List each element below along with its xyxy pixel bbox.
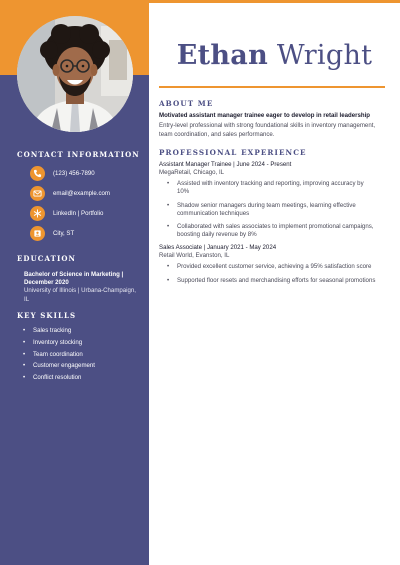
- skill-item: • Team coordination: [17, 349, 142, 361]
- contact-heading: CONTACT INFORMATION: [17, 150, 140, 159]
- job-bullet-line: • Provided excellent customer service, achieving a 95% satisfaction score: [177, 263, 372, 271]
- job-bullet: [159, 263, 391, 271]
- name-underline: [159, 86, 385, 88]
- job-bullet-line: communication techniques: [177, 209, 250, 217]
- job-bullet-line: boosting daily revenue by 8%: [177, 231, 257, 239]
- job-employer: Retail World, Evanston, IL: [159, 252, 230, 260]
- job-bullet-line: • Supported floor resets and merchandising efforts for seasonal promotions: [177, 276, 376, 284]
- skills-section: [17, 311, 142, 384]
- about-summary-line: Entry-level professional with strong foundational skills in inventory management,: [159, 122, 376, 129]
- contact-phone: [17, 166, 142, 181]
- job-bullet-line: • Collaborated with sales associates to implement promotional campaigns,: [177, 222, 374, 230]
- job-title: Assistant Manager Trainee | June 2024 - Present: [159, 161, 292, 169]
- job-entry: [159, 244, 391, 284]
- contact-location: [17, 226, 142, 241]
- job-entry: [159, 161, 391, 239]
- first-name: Ethan: [176, 40, 268, 71]
- job-employer: MegaRetail, Chicago, IL: [159, 169, 225, 177]
- degree-line: Bachelor of Science in Marketing |: [24, 271, 124, 278]
- school: [17, 287, 142, 303]
- skill-item: • Sales tracking: [17, 325, 142, 337]
- job-bullet-line: • Shadow senior managers during team meetings, learning effective: [177, 201, 356, 209]
- id-card-icon: [30, 226, 45, 241]
- education-heading: EDUCATION: [17, 254, 77, 263]
- job-bullet: [159, 202, 391, 218]
- skill-item: • Inventory stocking: [17, 337, 142, 349]
- phone-number: (123) 456-7890: [53, 170, 95, 177]
- email-icon: [30, 186, 45, 201]
- skills-heading: KEY SKILLS: [17, 311, 77, 320]
- degree-line: December 2020: [24, 279, 69, 287]
- job-bullets: [159, 263, 391, 284]
- school-line: IL: [24, 295, 30, 303]
- skill-item: • Customer engagement: [17, 360, 142, 372]
- asterisk-icon: [30, 206, 45, 221]
- about-lead: Motivated assistant manager trainee eager to develop in retail leadership: [159, 112, 370, 119]
- about-summary: [159, 122, 391, 139]
- job-bullet: [159, 277, 391, 285]
- school-line: University of Illinois | Urbana-Champaign,: [24, 287, 136, 295]
- job-bullets: [159, 180, 391, 239]
- contact-links: [17, 206, 142, 221]
- location: City, ST: [53, 230, 75, 237]
- contact-email: [17, 186, 142, 201]
- main-content: [159, 99, 391, 290]
- education-section: [17, 254, 142, 304]
- skill-item: • Conflict resolution: [17, 372, 142, 384]
- job-bullet-line: 10%: [177, 188, 190, 196]
- candidate-name: [149, 40, 400, 71]
- job-title: Sales Associate | January 2021 - May 2024: [159, 244, 277, 252]
- job-bullet: [159, 180, 391, 196]
- about-summary-line: team coordination, and sales performance.: [159, 130, 275, 138]
- skills-list: [17, 325, 142, 384]
- job-bullet-line: • Assisted with inventory tracking and reporting, improving accuracy by: [177, 180, 364, 188]
- profile-photo: [17, 16, 133, 132]
- profile-links: LinkedIn | Portfolio: [53, 210, 104, 217]
- about-heading: ABOUT ME: [159, 99, 214, 108]
- email-address: email@example.com: [53, 190, 110, 197]
- job-bullet: [159, 223, 391, 239]
- top-accent-strip: [149, 0, 400, 3]
- phone-icon: [30, 166, 45, 181]
- last-name: Wright: [276, 40, 373, 71]
- contact-section: [17, 150, 142, 246]
- degree: [17, 271, 142, 287]
- experience-heading: PROFESSIONAL EXPERIENCE: [159, 148, 307, 158]
